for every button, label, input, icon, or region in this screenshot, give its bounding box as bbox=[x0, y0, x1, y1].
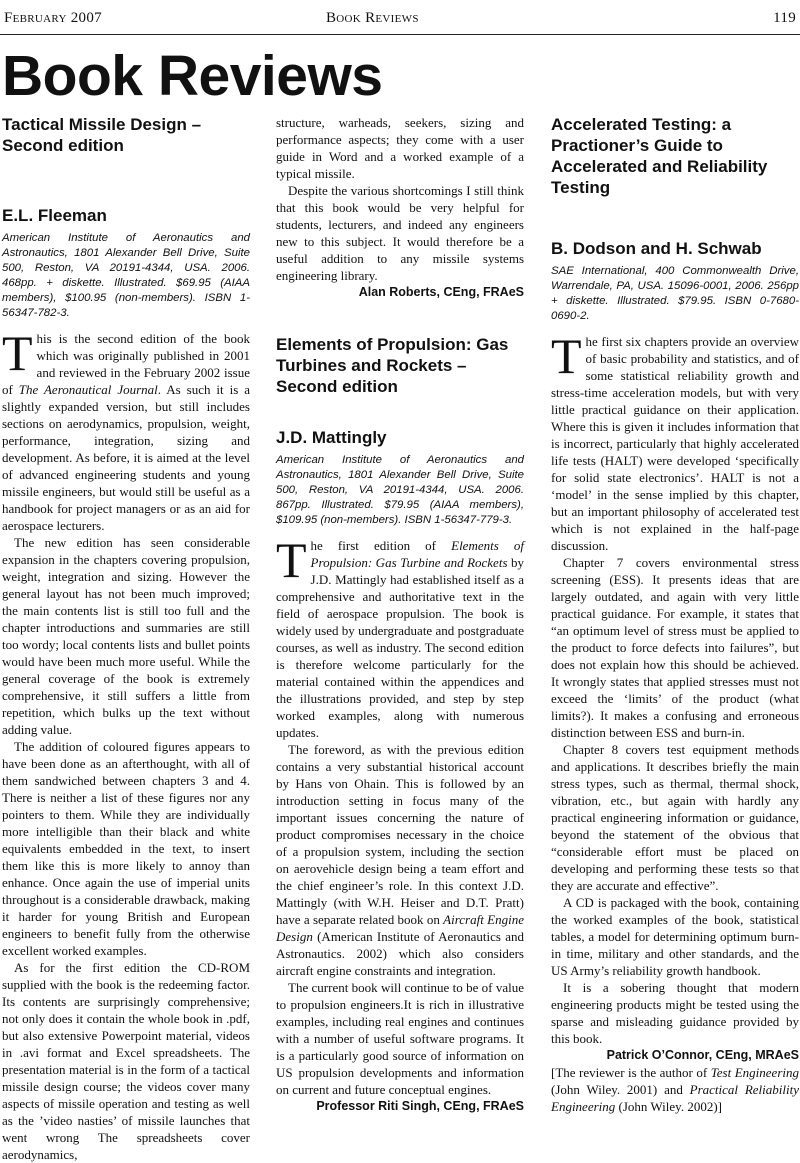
review-1-body-continued bbox=[276, 114, 524, 284]
review-3-paragraph-5: It is a sobering thought that modern engineering products might be tested using the sparse and misleading guidance provided by this book. bbox=[551, 980, 799, 1046]
review-1-title: Tactical Missile Design – Second edition bbox=[2, 115, 202, 155]
review-1-paragraph-6: Despite the various shortcomings I still think that this book would be very helpful for students, lecturers, and indeed any engineers new to this subject. It would therefore be a useful addition to any missile systems engineering library. bbox=[276, 183, 524, 283]
header-date: February 2007 bbox=[4, 10, 102, 26]
review-2-publisher: American Institute of Aeronautics and Astronautics, 1801 Alexander Bell Drive, Suite 500, Reston, VA 20191-4344, USA. 2006. 867pp. Illustrated. $79.95 (AIAA members), $109.95 (non-members). ISBN 1-56347-779-3. bbox=[276, 454, 524, 526]
review-2-paragraph-1: The first edition of Elements of Propulsion: Gas Turbine and Rockets by J.D. Mattingly had established itself as a comprehensive and authoritative text in the field of aerospace propulsion. The book is widely used by undergraduate and postgraduate courses, as well as industry. The second edition is therefore welcome particularly for the material contained within the appendices and the illustrations provided, and step by step worked examples, along with numerous updates. bbox=[276, 532, 524, 740]
review-1-author: E.L. Fleeman bbox=[2, 206, 107, 225]
column-2 bbox=[276, 114, 524, 1115]
review-2-paragraph-2: The foreword, as with the previous edition contains a very substantial historical account by Hans von Ohain. This is followed by an introduction setting in focus many of the important issues concerning the nature of product compromises necessary in the choice of a propulsion system, including the section on aerovehicle design being a team effort and the chief engineer’s role. In this context J.D. Mattingly (with W.H. Heiser and D.T. Pratt) have a separate related book on Aircraft Engine Design (American Institute of Aeronautics and Astronautics. 2002) which also considers aircraft engine constraints and integration. bbox=[276, 742, 524, 978]
review-1-paragraph-4: As for the first edition the CD-ROM supplied with the book is the redeeming factor. Its contents are surprisingly comprehensive; not only does it contain the whole book in .pdf, but also extensive Powerpoint material, videos in .avi format and Excel spreadsheets. The presentation material is in the form of a tactical missile design course; the videos cover many aspects of missile operation and testing as well as the ’video nasties’ of missile launches that went wrong The spreadsheets cover aerodynamics, bbox=[2, 960, 250, 1162]
review-1-reviewer: Alan Roberts, CEng, FRAeS bbox=[358, 285, 524, 299]
review-3-reviewer: Patrick O’Connor, CEng, MRAeS bbox=[606, 1048, 799, 1062]
review-3-author: B. Dodson and H. Schwab bbox=[551, 239, 762, 258]
header-page-number: 119 bbox=[773, 10, 796, 26]
page-title: Book Reviews bbox=[2, 44, 383, 108]
drop-cap: T bbox=[551, 328, 582, 384]
review-3-paragraph-3: Chapter 8 covers test equipment methods and applications. It describes briefly the main stress types, such as thermal, thermal shock, vibration, etc., but again with hardly any practical engineering information or guidance, beyond the statement of the obvious that “considerable effort must be placed on developing and performing these tests so that they are accurate and effective”. bbox=[551, 742, 799, 893]
review-3-paragraph-4: A CD is packaged with the book, containing the worked examples of the book, statistical tables, a model for determining optimum burn-in time, military and other standards, and the US Army’s reliability growth handbook. bbox=[551, 895, 799, 978]
review-3-paragraph-1: The first six chapters provide an overview of basic probability and statistics, and of some statistical reliability growth and stress-time acceleration models, but with very little practical guidance on their application. Where this is given it includes information that is incorrect, particularly that highly accelerated life tests (HALT) were developed ‘specifically for solid state electronics’. HALT is not a ‘model’ in the sense implied by this chapter, but an important philosophy of accelerated test which is not explained in the half-page discussion. bbox=[551, 328, 799, 553]
drop-cap: T bbox=[2, 325, 33, 381]
drop-cap: T bbox=[276, 532, 307, 588]
review-2-title: Elements of Propulsion: Gas Turbines and Rockets – Second edition bbox=[276, 335, 509, 396]
review-2-body bbox=[276, 532, 524, 1098]
column-1 bbox=[2, 114, 250, 1163]
review-3-body bbox=[551, 328, 799, 1047]
review-2-reviewer: Professor Riti Singh, CEng, FRAeS bbox=[316, 1099, 524, 1113]
review-3-paragraph-2: Chapter 7 covers environmental stress screening (ESS). It presents ideas that are largely outdated, and again with very little practical guidance. For example, it states that “an optimum level of stress must be applied to the product to force defects into failures”, but does not explain how this should be achieved. It wrongly states that applied stresses must not exceed the ‘limits’ of the product (what limits?). It makes a confusing and erroneous distinction between ESS and burn-in. bbox=[551, 555, 799, 740]
review-2-author: J.D. Mattingly bbox=[276, 428, 387, 447]
review-1-publisher: American Institute of Aeronautics and Astronautics, 1801 Alexander Bell Drive, Suite 500, Reston, VA 20191-4344, USA. 2006. 468pp. + diskette. Illustrated. $69.95 (AIAA members), $100.95 (non-members). ISBN 1-56347-782-3. bbox=[2, 232, 250, 319]
review-2-paragraph-3: The current book will continue to be of value to propulsion engineers.It is rich in illustrative examples, including real engines and continues with a number of useful software programs. It is a particularly good source of information on US propulsion developments and information on current and future conceptual engines. bbox=[276, 980, 524, 1097]
review-3-reviewer-note: [The reviewer is the author of Test Engineering (John Wiley. 2001) and Practical Reliability Engineering (John Wiley. 2002)] bbox=[551, 1065, 799, 1114]
review-3-publisher: SAE International, 400 Commonwealth Drive, Warrendale, PA, USA. 15096-0001, 2006. 256pp + diskette. Illustrated. $79.95. ISBN 0-7680-0690-2. bbox=[551, 265, 799, 322]
review-3-title: Accelerated Testing: a Practioner’s Guide to Accelerated and Reliability Testing bbox=[551, 115, 768, 197]
review-1-paragraph-2: The new edition has seen considerable expansion in the chapters covering propulsion, weight, integration and sizing. However the general layout has not been much improved; the main contents list is still too full and the chapter introductions and summaries are still too wordy; local contents lists and bullet points would have been much more useful. While the general coverage of the book is extremely comprehensive, it still suffers a little from repetition, which bulks up the text without adding value. bbox=[2, 535, 250, 737]
review-1-paragraph-1: This is the second edition of the book which was originally published in 2001 and reviewed in the February 2002 issue of The Aeronautical Journal. As such it is a slightly expanded version, but still includes sections on aerodynamics, propulsion, weight, performance, integration, sizing and development. As before, it is aimed at the level of advanced engineering students and young missile engineers, but would still be useful as a handbook for project managers or as an aid for aerospace lecturers. bbox=[2, 325, 250, 533]
column-3 bbox=[551, 114, 799, 1115]
review-1-paragraph-5: structure, warheads, seekers, sizing and performance aspects; they come with a user guide in Word and a worked example of a typical missile. bbox=[276, 115, 524, 181]
review-1-body bbox=[2, 325, 250, 1163]
running-header bbox=[0, 0, 800, 35]
review-1-paragraph-3: The addition of coloured figures appears to have been done as an afterthought, with all of them sandwiched between chapters 3 and 4. There is neither a list of these figures nor any pointers to them. While they are individually more intelligible than their black and white equivalents embedded in the text, to insert them like this is more likely to annoy than enhance. Once again the use of imperial units throughout is a considerable drawback, making it harder for young British and European engineers to benefit fully from the otherwise excellent worked examples. bbox=[2, 739, 250, 958]
header-section: Book Reviews bbox=[326, 10, 419, 26]
